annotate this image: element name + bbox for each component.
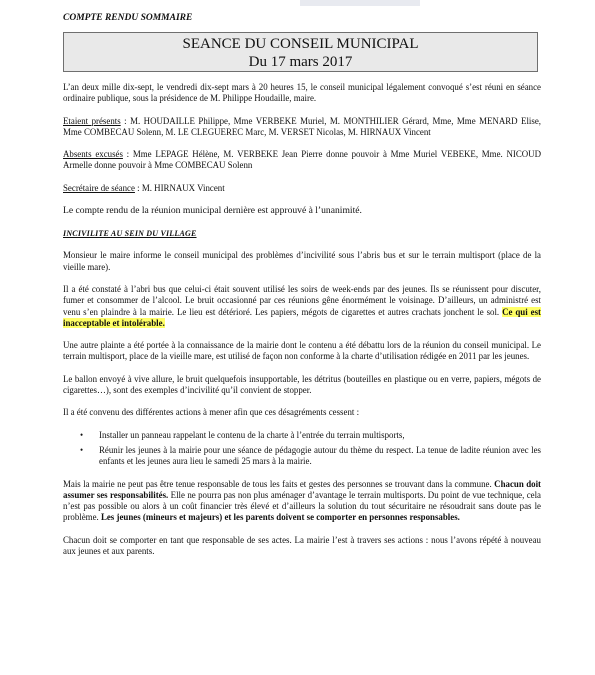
paragraph-4: Le ballon envoyé à vive allure, le bruit quelquefois insupportable, les détritus (bouteilles en plastique ou en verre, papiers, mégots de cigarettes…), sont des exemples d’incivilité qu’il convient de stopper.	[63, 373, 541, 396]
secretaire-label: Secrétaire de séance	[63, 182, 135, 193]
title-line1: SEANCE DU CONSEIL MUNICIPAL	[182, 36, 419, 52]
action-1: Installer un panneau rappelant le contenu de la charte à l’entrée du terrain multisports,	[99, 429, 405, 440]
paragraph-6-b: Chacun doit assumer ses responsabilités.	[63, 478, 542, 500]
intro-paragraph: L’an deux mille dix-sept, le vendredi dix-sept mars à 20 heures 15, le conseil municipal légalement convoqué s’est réuni en séance ordinaire publique, sous la présidence de M. Philippe Houdaille, maire.	[63, 82, 541, 104]
section-title: INCIVILITE AU SEIN DU VILLAGE	[63, 229, 197, 239]
secretaire-text: : M. HIRNAUX Vincent	[134, 182, 225, 193]
presents-label: Etaient présents	[63, 115, 121, 126]
presents-paragraph	[63, 116, 541, 139]
absents-text: : Mme LEPAGE Hélène, M. VERBEKE Jean Pierre donne pouvoir à Mme Muriel VEBEKE, Mme. NICOUD Armelle donne pouvoir à Mme COMBECAU Solenn	[63, 149, 541, 171]
action-2: Réunir les jeunes à la mairie pour une séance de pédagogie autour du thème du respect. La tenue de ladite réunion avec les enfants et les jeunes aura lieu le samedi 25 mars à la mairie.	[99, 444, 541, 467]
approval-paragraph: Le compte rendu de la réunion municipal dernière est approuvé à l’unanimité.	[63, 205, 362, 217]
paragraph-3: Une autre plainte a été portée à la connaissance de la mairie dont le contenu a été débattu lors de la réunion du conseil municipal. Le terrain multisport, place de la vieille mare, est utilisé de façon non conforme à la charte d’utilisation rédigée en 2011 par les jeunes.	[63, 340, 541, 362]
actions-list	[63, 430, 541, 468]
paragraph-6	[63, 479, 541, 524]
list-item	[80, 444, 541, 468]
title-box	[63, 32, 538, 72]
document-header: COMPTE RENDU SOMMAIRE	[63, 13, 193, 23]
bullet-icon: •	[80, 429, 84, 440]
top-decoration	[300, 0, 420, 6]
list-item	[80, 429, 541, 441]
paragraph-2	[63, 284, 541, 329]
absents-label: Absents excusés	[63, 149, 123, 160]
highlighted-text: Ce qui est inacceptable et intolérable.	[63, 306, 541, 328]
paragraph-6-a: Mais la mairie ne peut pas être tenue responsable de tous les faits et gestes des personnes se trouvant dans la commune.	[63, 478, 492, 489]
bullet-icon: •	[80, 444, 84, 455]
secretaire-paragraph	[63, 183, 541, 194]
paragraph-6-c: Elle ne pourra pas non plus aménager d’avantage le terrain multisports. Du point de vue technique, cela n’est pas possible ou alors à un coût financier très élevé et d’ailleurs la solution du tout sécuritaire ne résoudrait sans doute pas le problème.	[63, 489, 541, 523]
title-line2: Du 17 mars 2017	[248, 54, 353, 70]
paragraph-1: Monsieur le maire informe le conseil municipal des problèmes d’incivilité sous l’abris bus et sur le terrain multisport (place de la vieille mare).	[63, 250, 541, 272]
paragraph-5: Il a été convenu des différentes actions à mener afin que ces désagréments cessent :	[63, 407, 360, 418]
document-body	[63, 82, 541, 568]
presents-text: : M. HOUDAILLE Philippe, Mme VERBEKE Muriel, M. MONTHILIER Gérard, Mme, Mme MENARD Elise, Mme COMBECAU Solenn, M. LE CLEGUEREC Marc, M. VERSET Nicolas, M. HIRNAUX Vincent	[63, 115, 541, 137]
paragraph-7: Chacun doit se comporter en tant que responsable de ses actes. La mairie l’est à travers ses actions : nous l’avons répété à nouveau aux jeunes et aux parents.	[63, 534, 541, 557]
absents-paragraph	[63, 149, 541, 172]
paragraph-2-text: Il a été constaté à l’abri bus que celui-ci était souvent utilisé les soirs de week-ends par des jeunes. Ils se réunissent pour discuter, fumer et consommer de l’alcool. Le bruit occasionné par ces réunions gêne énormément le voisinage. D’ailleurs, un administré est venu s’en plaindre à la mairie. Le lieu est détérioré. Les papiers, mégots de cigarettes et autres crachats jonchent le sol.	[63, 283, 541, 317]
paragraph-6-d: Les jeunes (mineurs et majeurs) et les parents doivent se comporter en personnes responsables.	[98, 512, 460, 523]
